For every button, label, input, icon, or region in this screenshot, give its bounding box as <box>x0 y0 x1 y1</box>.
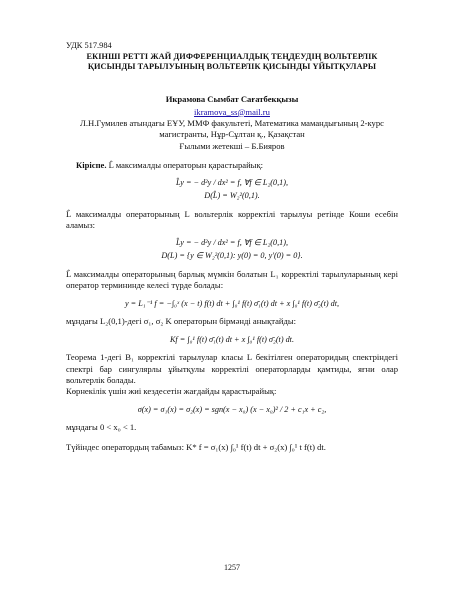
intro-text: L̂ максималды операторын қарастырайық: <box>106 160 264 171</box>
page-number: 1257 <box>224 563 240 572</box>
paragraph-theorem: Теорема 1-дегі B₁ корректілі тарылулар класы L бекітілген операторидың спектріндегі спектрі бар сингулярлы ұйытқулы корректілі операторларды қамтиды, яғни олар вольтерлік болады. <box>66 352 398 385</box>
equation-1-line-2: D(L̂) = W₂²(0,1). <box>204 191 260 201</box>
equation-3: y = L₁⁻¹ f = −∫₀ˣ (x − t) f(t) dt + ∫₀¹ f(t) σ̄₁(t) dt + x ∫₀¹ f(t) σ̄₂(t) dt, <box>124 298 340 308</box>
affiliation-line-3: Ғылыми жетекші – Б.Бияров <box>179 140 285 151</box>
paragraph-example: Көрнекілік үшін жиі кездесетін жағдайды қарастырайық: <box>66 386 277 397</box>
equation-1 <box>66 177 398 202</box>
intro-paragraph <box>66 160 398 171</box>
equation-1-line-1: L̂y = − d²y / dx² = f, ∀f ∈ L₂(0,1), <box>175 178 289 188</box>
equation-2 <box>66 237 398 262</box>
equation-2-line-1: L̂y = − d²y / dx² = f, ∀f ∈ L₂(0,1), <box>175 238 289 248</box>
author-name: Икрамова Сымбат Сағатбекқызы <box>165 94 299 105</box>
title-line-2: ҚИСЫНДЫ ТАРЫЛУЫНЫҢ ВОЛЬТЕРЛІК ҚИСЫНДЫ ҮЙЫТҚУЛАРЫ <box>87 62 377 72</box>
paragraph-adjoint: Түйіндес оператордың табамыз: K* f = σ₁(x) ∫₀¹ f(t) dt + σ₂(x) ∫₀¹ t f(t) dt. <box>66 441 326 452</box>
title-line-1: ЕКІНШІ РЕТТІ ЖАЙ ДИФФЕРЕНЦИАЛДЫҚ ТЕҢДЕУДІҢ ВОЛЬТЕРЛІК <box>86 52 378 62</box>
author-email-link[interactable]: ikramova_ss@mail.ru <box>194 106 270 117</box>
affiliation <box>66 118 398 152</box>
paragraph-where-sigma: мұндағы L₂(0,1)-дегі σ₁, σ₂ K операторын бірмәнді анықтайды: <box>66 316 297 327</box>
paragraph-inverse-operator: L̂ максималды операторының барлық мүмкін болатын L₁ корректілі тарылуларының кері оператор термининде келесі түрде болады: <box>66 268 398 291</box>
affiliation-line-2: магистранты, Нұр-Сұлтан қ., Қазақстан <box>159 129 305 140</box>
paragraph-x0-range: мұндағы 0 < x₀ < 1. <box>66 422 137 433</box>
udc-code: УДК 517.984 <box>66 41 112 50</box>
equation-4: Kf = ∫₀¹ f(t) σ̄₁(t) dt + x ∫₀¹ f(t) σ̄₂(t) dt. <box>169 334 295 344</box>
equation-5: σ(x) = σ₁(x) = σ₂(x) = sgn(x − x₀) (x − x₀)² / 2 + c₁x + c₂, <box>137 404 327 414</box>
affiliation-line-1: Л.Н.Гумилев атындағы ЕҰУ, ММФ факультеті, Математика мамандығының 2-курс <box>80 118 384 128</box>
paragraph-cauchy: L̂ максималды операторының L вольтерлік корректілі тарылуы ретінде Коши есебін аламыз: <box>66 208 398 231</box>
paper-title <box>66 52 398 72</box>
intro-keyword: Кіріспе. <box>76 160 107 171</box>
equation-2-line-2: D(L) = {y ∈ W₂²(0,1): y(0) = 0, y′(0) = 0}. <box>161 251 303 261</box>
